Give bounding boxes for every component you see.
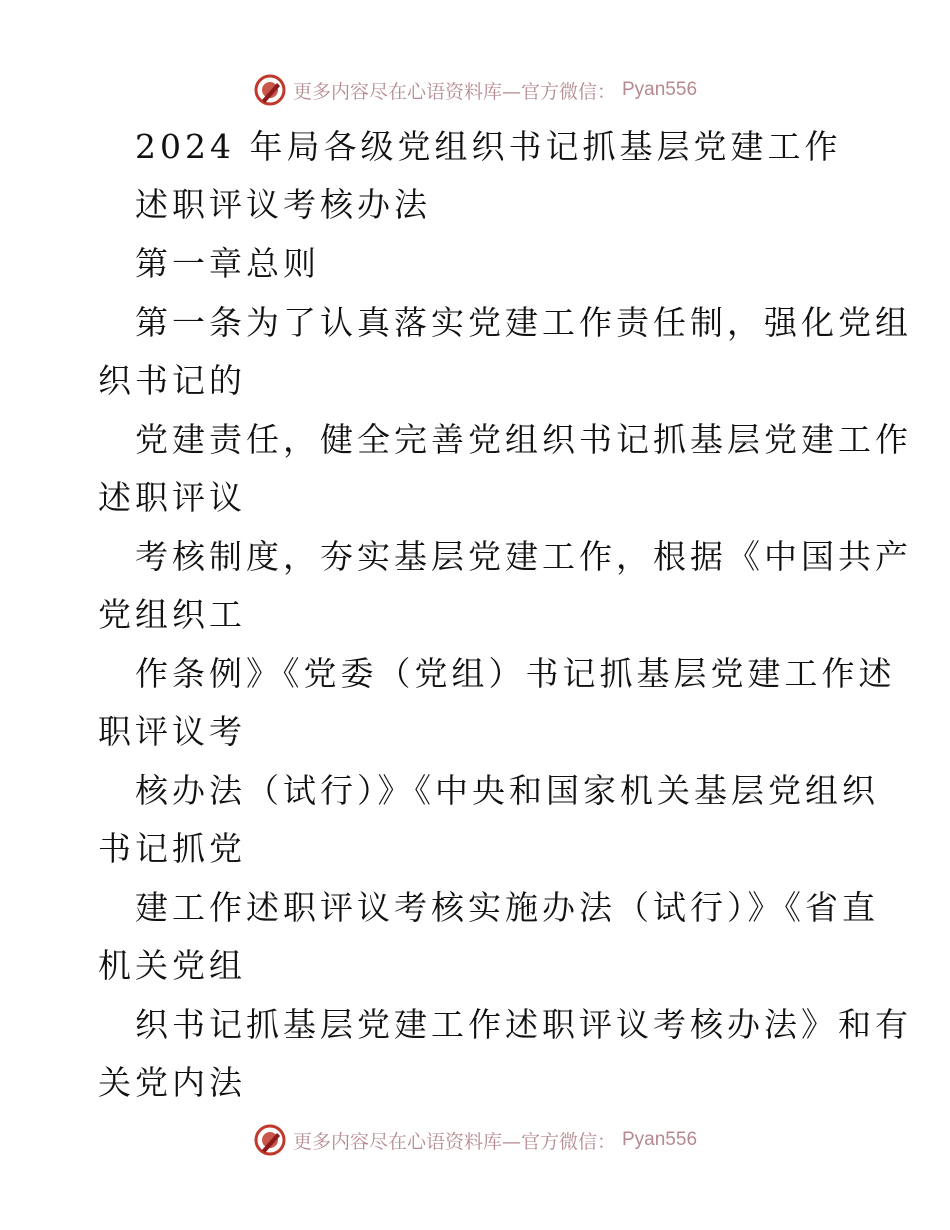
chapter-heading: 第一章总则 bbox=[135, 244, 320, 283]
paragraph-line: 核办法（试行）》《中央和国家机关基层党组织 bbox=[135, 771, 879, 810]
pen-logo-icon bbox=[253, 1123, 287, 1157]
watermark-id: Pyan556 bbox=[622, 79, 698, 100]
watermark-text: 更多内容尽在心语资料库—官方微信： bbox=[292, 1130, 616, 1153]
paragraph-line: 职评议考 bbox=[98, 712, 246, 751]
paragraph-line: 建工作述职评议考核实施办法（试行）》《省直 bbox=[135, 888, 879, 927]
watermark-id: Pyan556 bbox=[622, 1129, 698, 1150]
paragraph-line: 作条例》《党委（党组）书记抓基层党建工作述 bbox=[135, 654, 896, 693]
document-title-line-2: 述职评议考核办法 bbox=[135, 185, 431, 224]
watermark-text: 更多内容尽在心语资料库—官方微信： bbox=[292, 80, 616, 103]
paragraph-line: 书记抓党 bbox=[98, 829, 246, 868]
footer-watermark bbox=[0, 1120, 950, 1160]
paragraph-line: 党建责任，健全完善党组织书记抓基层党建工作 bbox=[135, 420, 912, 459]
paragraph-line: 机关党组 bbox=[98, 946, 246, 985]
paragraph-line: 党组织工 bbox=[98, 595, 246, 634]
paragraph-line: 述职评议 bbox=[98, 478, 246, 517]
header-watermark bbox=[0, 70, 950, 110]
document-title-line-1: 2024 年局各级党组织书记抓基层党建工作 bbox=[135, 127, 842, 166]
paragraph-line: 织书记抓基层党建工作述职评议考核办法》和有 bbox=[135, 1005, 912, 1044]
paragraph-line: 织书记的 bbox=[98, 361, 246, 400]
paragraph-line: 第一条为了认真落实党建工作责任制，强化党组 bbox=[135, 303, 912, 342]
pen-logo-icon bbox=[253, 73, 287, 107]
paragraph-line: 考核制度，夯实基层党建工作，根据《中国共产 bbox=[135, 537, 912, 576]
paragraph-line: 关党内法 bbox=[98, 1063, 246, 1102]
